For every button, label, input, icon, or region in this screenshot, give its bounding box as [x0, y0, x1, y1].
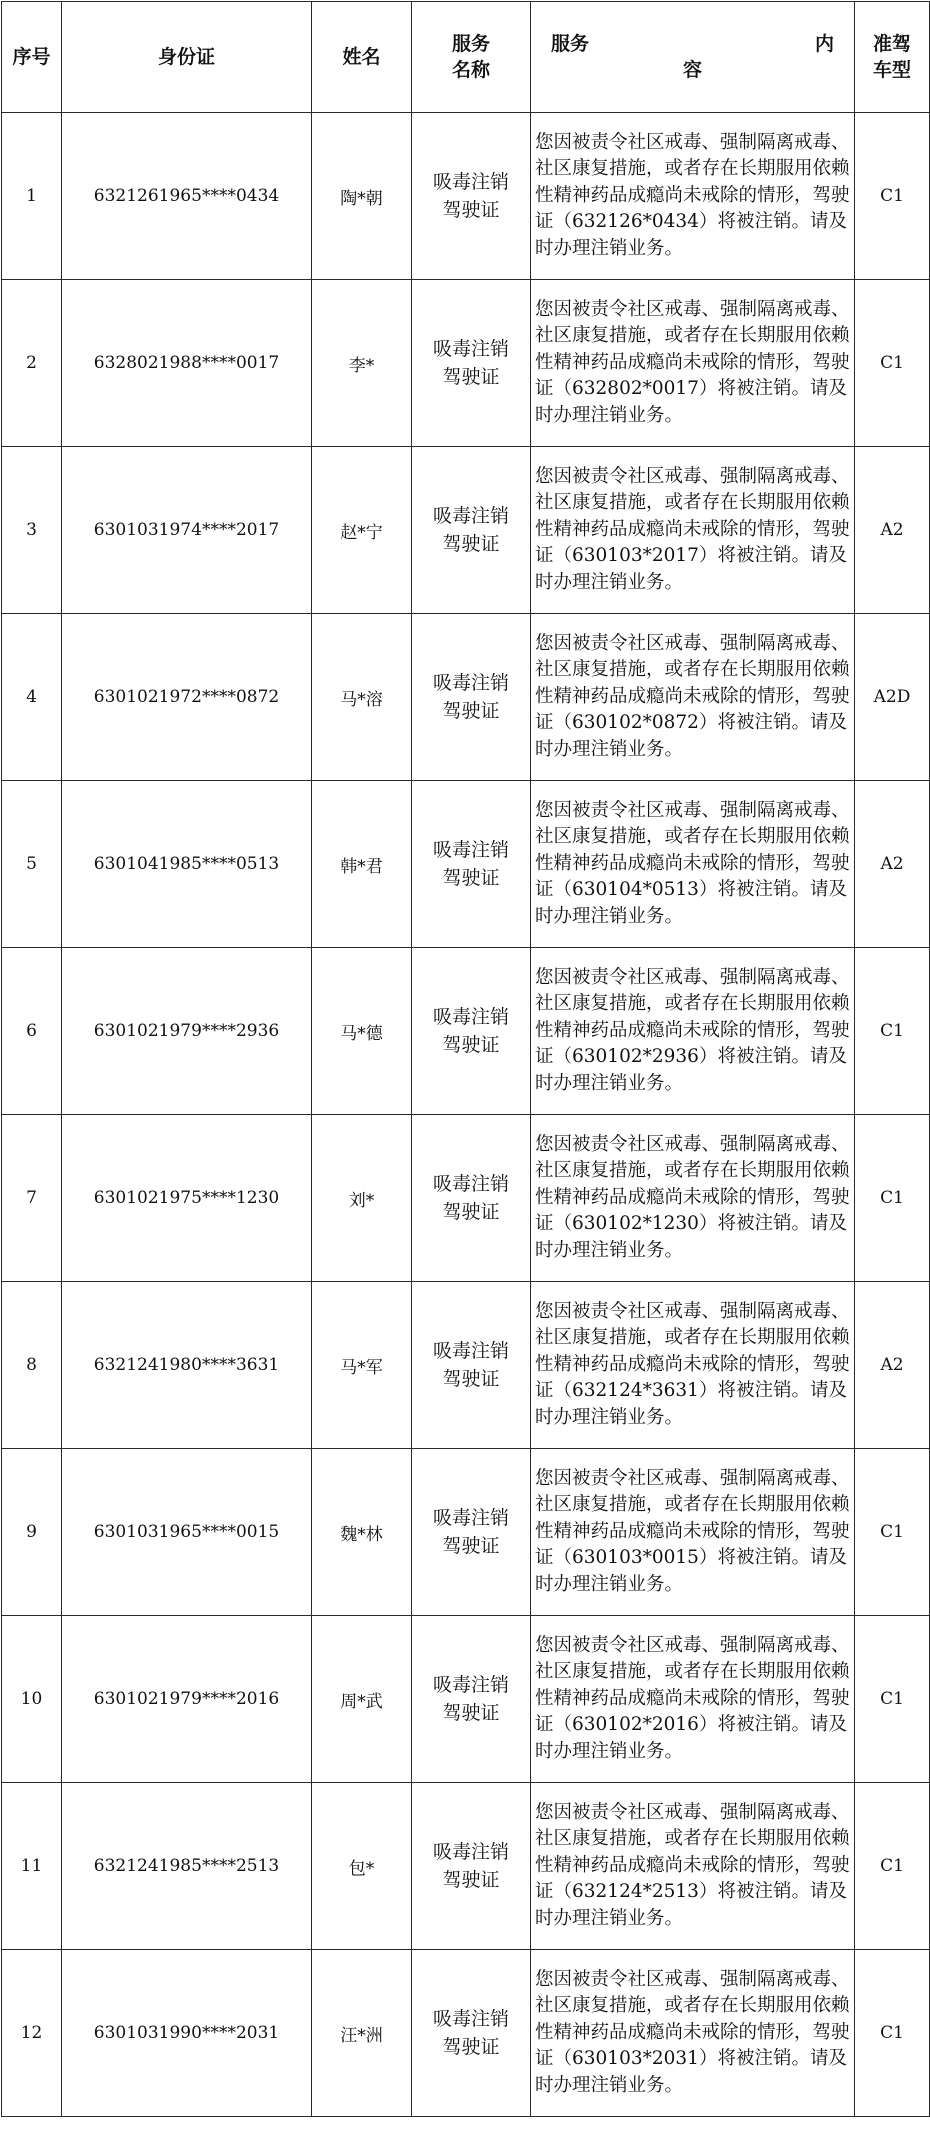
cell-service-content: 您因被责令社区戒毒、强制隔离戒毒、社区康复措施，或者存在长期服用依赖性精神药品成瘾尚未戒除的情形，驾驶证（630103*0015）将被注销。请及时办理注销业务。	[531, 1449, 855, 1616]
cell-service-content: 您因被责令社区戒毒、强制隔离戒毒、社区康复措施，或者存在长期服用依赖性精神药品成瘾尚未戒除的情形，驾驶证（630102*2016）将被注销。请及时办理注销业务。	[531, 1616, 855, 1783]
cell-license-type: C1	[855, 113, 930, 280]
cell-license-type: C1	[855, 1950, 930, 2117]
cell-id-number: 6301021979****2936	[62, 948, 312, 1115]
cell-serial-number: 4	[2, 614, 62, 781]
header-service-name-line1: 服务	[451, 33, 490, 55]
cell-id-number: 6301021972****0872	[62, 614, 312, 781]
cell-serial-number: 12	[2, 1950, 62, 2117]
cell-name: 刘*	[312, 1115, 412, 1282]
cell-service-name	[412, 447, 531, 614]
cell-service-content: 您因被责令社区戒毒、强制隔离戒毒、社区康复措施，或者存在长期服用依赖性精神药品成瘾尚未戒除的情形，驾驶证（630103*2031）将被注销。请及时办理注销业务。	[531, 1950, 855, 2117]
service-name-line1: 吸毒注销	[432, 1674, 509, 1696]
service-name-line1: 吸毒注销	[432, 1841, 509, 1863]
service-name-line1: 吸毒注销	[432, 2008, 509, 2030]
service-name-line2: 驾驶证	[442, 867, 500, 889]
cell-id-number: 6301021979****2016	[62, 1616, 312, 1783]
header-license-type-line2: 车型	[872, 59, 911, 81]
cell-license-type: C1	[855, 1449, 930, 1616]
cell-serial-number: 3	[2, 447, 62, 614]
header-license-type	[855, 2, 930, 113]
cell-license-type: C1	[855, 948, 930, 1115]
cell-serial-number: 8	[2, 1282, 62, 1449]
cell-id-number: 6328021988****0017	[62, 280, 312, 447]
service-name-line1: 吸毒注销	[432, 338, 509, 360]
cell-service-name	[412, 280, 531, 447]
service-name-line1: 吸毒注销	[432, 171, 509, 193]
table-row	[2, 781, 930, 948]
table-row	[2, 948, 930, 1115]
cell-serial-number: 11	[2, 1783, 62, 1950]
service-name-line1: 吸毒注销	[432, 839, 509, 861]
table-row	[2, 1115, 930, 1282]
cell-service-content: 您因被责令社区戒毒、强制隔离戒毒、社区康复措施，或者存在长期服用依赖性精神药品成瘾尚未戒除的情形，驾驶证（630102*2936）将被注销。请及时办理注销业务。	[531, 948, 855, 1115]
cell-serial-number: 10	[2, 1616, 62, 1783]
cell-serial-number: 9	[2, 1449, 62, 1616]
cell-license-type: A2	[855, 447, 930, 614]
header-service-content	[531, 2, 855, 113]
cell-license-type: C1	[855, 1783, 930, 1950]
service-name-line1: 吸毒注销	[432, 1173, 509, 1195]
cell-service-name	[412, 1449, 531, 1616]
cell-name: 马*军	[312, 1282, 412, 1449]
cell-license-type: A2	[855, 781, 930, 948]
cell-serial-number: 7	[2, 1115, 62, 1282]
cell-serial-number: 1	[2, 113, 62, 280]
cell-service-content: 您因被责令社区戒毒、强制隔离戒毒、社区康复措施，或者存在长期服用依赖性精神药品成瘾尚未戒除的情形，驾驶证（630102*1230）将被注销。请及时办理注销业务。	[531, 1115, 855, 1282]
cell-license-type: A2D	[855, 614, 930, 781]
header-content-part-b: 内	[814, 33, 834, 55]
service-name-line2: 驾驶证	[442, 366, 500, 388]
service-name-line2: 驾驶证	[442, 533, 500, 555]
cell-service-content: 您因被责令社区戒毒、强制隔离戒毒、社区康复措施，或者存在长期服用依赖性精神药品成瘾尚未戒除的情形，驾驶证（632124*2513）将被注销。请及时办理注销业务。	[531, 1783, 855, 1950]
cell-service-name	[412, 948, 531, 1115]
service-name-line1: 吸毒注销	[432, 1507, 509, 1529]
service-name-line2: 驾驶证	[442, 1368, 500, 1390]
cell-name: 周*武	[312, 1616, 412, 1783]
table-row	[2, 447, 930, 614]
cell-name: 韩*君	[312, 781, 412, 948]
table-body	[2, 113, 930, 2117]
table-row	[2, 1282, 930, 1449]
cell-id-number: 6301031965****0015	[62, 1449, 312, 1616]
cell-service-name	[412, 1616, 531, 1783]
cell-service-name	[412, 1783, 531, 1950]
cell-id-number: 6301021975****1230	[62, 1115, 312, 1282]
service-name-line2: 驾驶证	[442, 700, 500, 722]
table-row	[2, 1950, 930, 2117]
cell-service-content: 您因被责令社区戒毒、强制隔离戒毒、社区康复措施，或者存在长期服用依赖性精神药品成瘾尚未戒除的情形，驾驶证（632126*0434）将被注销。请及时办理注销业务。	[531, 113, 855, 280]
header-license-type-line1: 准驾	[872, 33, 911, 55]
service-name-line1: 吸毒注销	[432, 1006, 509, 1028]
cell-service-content: 您因被责令社区戒毒、强制隔离戒毒、社区康复措施，或者存在长期服用依赖性精神药品成瘾尚未戒除的情形，驾驶证（630102*0872）将被注销。请及时办理注销业务。	[531, 614, 855, 781]
cell-service-content: 您因被责令社区戒毒、强制隔离戒毒、社区康复措施，或者存在长期服用依赖性精神药品成瘾尚未戒除的情形，驾驶证（630104*0513）将被注销。请及时办理注销业务。	[531, 781, 855, 948]
cell-service-content: 您因被责令社区戒毒、强制隔离戒毒、社区康复措施，或者存在长期服用依赖性精神药品成瘾尚未戒除的情形，驾驶证（632802*0017）将被注销。请及时办理注销业务。	[531, 280, 855, 447]
cell-service-name	[412, 1950, 531, 2117]
service-name-line1: 吸毒注销	[432, 1340, 509, 1362]
table-row	[2, 113, 930, 280]
cell-serial-number: 2	[2, 280, 62, 447]
cell-serial-number: 5	[2, 781, 62, 948]
cell-service-name	[412, 781, 531, 948]
header-id-number: 身份证	[62, 2, 312, 113]
service-name-line2: 驾驶证	[442, 199, 500, 221]
table-row	[2, 280, 930, 447]
service-name-line2: 驾驶证	[442, 2036, 500, 2058]
cell-name: 包*	[312, 1783, 412, 1950]
cell-service-content: 您因被责令社区戒毒、强制隔离戒毒、社区康复措施，或者存在长期服用依赖性精神药品成瘾尚未戒除的情形，驾驶证（630103*2017）将被注销。请及时办理注销业务。	[531, 447, 855, 614]
cell-license-type: A2	[855, 1282, 930, 1449]
cell-license-type: C1	[855, 1616, 930, 1783]
table-row	[2, 614, 930, 781]
service-name-line2: 驾驶证	[442, 1201, 500, 1223]
cell-id-number: 6321241985****2513	[62, 1783, 312, 1950]
cell-name: 赵*宁	[312, 447, 412, 614]
cell-name: 马*溶	[312, 614, 412, 781]
cell-id-number: 6301031974****2017	[62, 447, 312, 614]
cell-id-number: 6321261965****0434	[62, 113, 312, 280]
cell-service-name	[412, 1282, 531, 1449]
cell-name: 魏*林	[312, 1449, 412, 1616]
cell-id-number: 6301041985****0513	[62, 781, 312, 948]
header-serial-number: 序号	[2, 2, 62, 113]
cell-name: 马*德	[312, 948, 412, 1115]
service-name-line2: 驾驶证	[442, 1869, 500, 1891]
cell-service-name	[412, 1115, 531, 1282]
header-service-name-line2: 名称	[451, 59, 490, 81]
table-row	[2, 1783, 930, 1950]
cell-serial-number: 6	[2, 948, 62, 1115]
header-service-name	[412, 2, 531, 113]
table-row	[2, 1616, 930, 1783]
table-header-row	[2, 2, 930, 113]
header-content-part-a: 服务	[551, 33, 590, 55]
cell-id-number: 6321241980****3631	[62, 1282, 312, 1449]
cell-name: 汪*洲	[312, 1950, 412, 2117]
cell-service-name	[412, 614, 531, 781]
cell-name: 李*	[312, 280, 412, 447]
cell-license-type: C1	[855, 1115, 930, 1282]
cell-id-number: 6301031990****2031	[62, 1950, 312, 2117]
service-name-line1: 吸毒注销	[432, 505, 509, 527]
cell-name: 陶*朝	[312, 113, 412, 280]
cell-service-name	[412, 113, 531, 280]
header-name: 姓名	[312, 2, 412, 113]
cell-service-content: 您因被责令社区戒毒、强制隔离戒毒、社区康复措施，或者存在长期服用依赖性精神药品成瘾尚未戒除的情形，驾驶证（632124*3631）将被注销。请及时办理注销业务。	[531, 1282, 855, 1449]
cell-license-type: C1	[855, 280, 930, 447]
service-name-line2: 驾驶证	[442, 1535, 500, 1557]
service-name-line1: 吸毒注销	[432, 672, 509, 694]
header-content-part-c: 容	[682, 59, 702, 81]
table-row	[2, 1449, 930, 1616]
service-name-line2: 驾驶证	[442, 1034, 500, 1056]
license-cancellation-table	[1, 1, 930, 2117]
service-name-line2: 驾驶证	[442, 1702, 500, 1724]
